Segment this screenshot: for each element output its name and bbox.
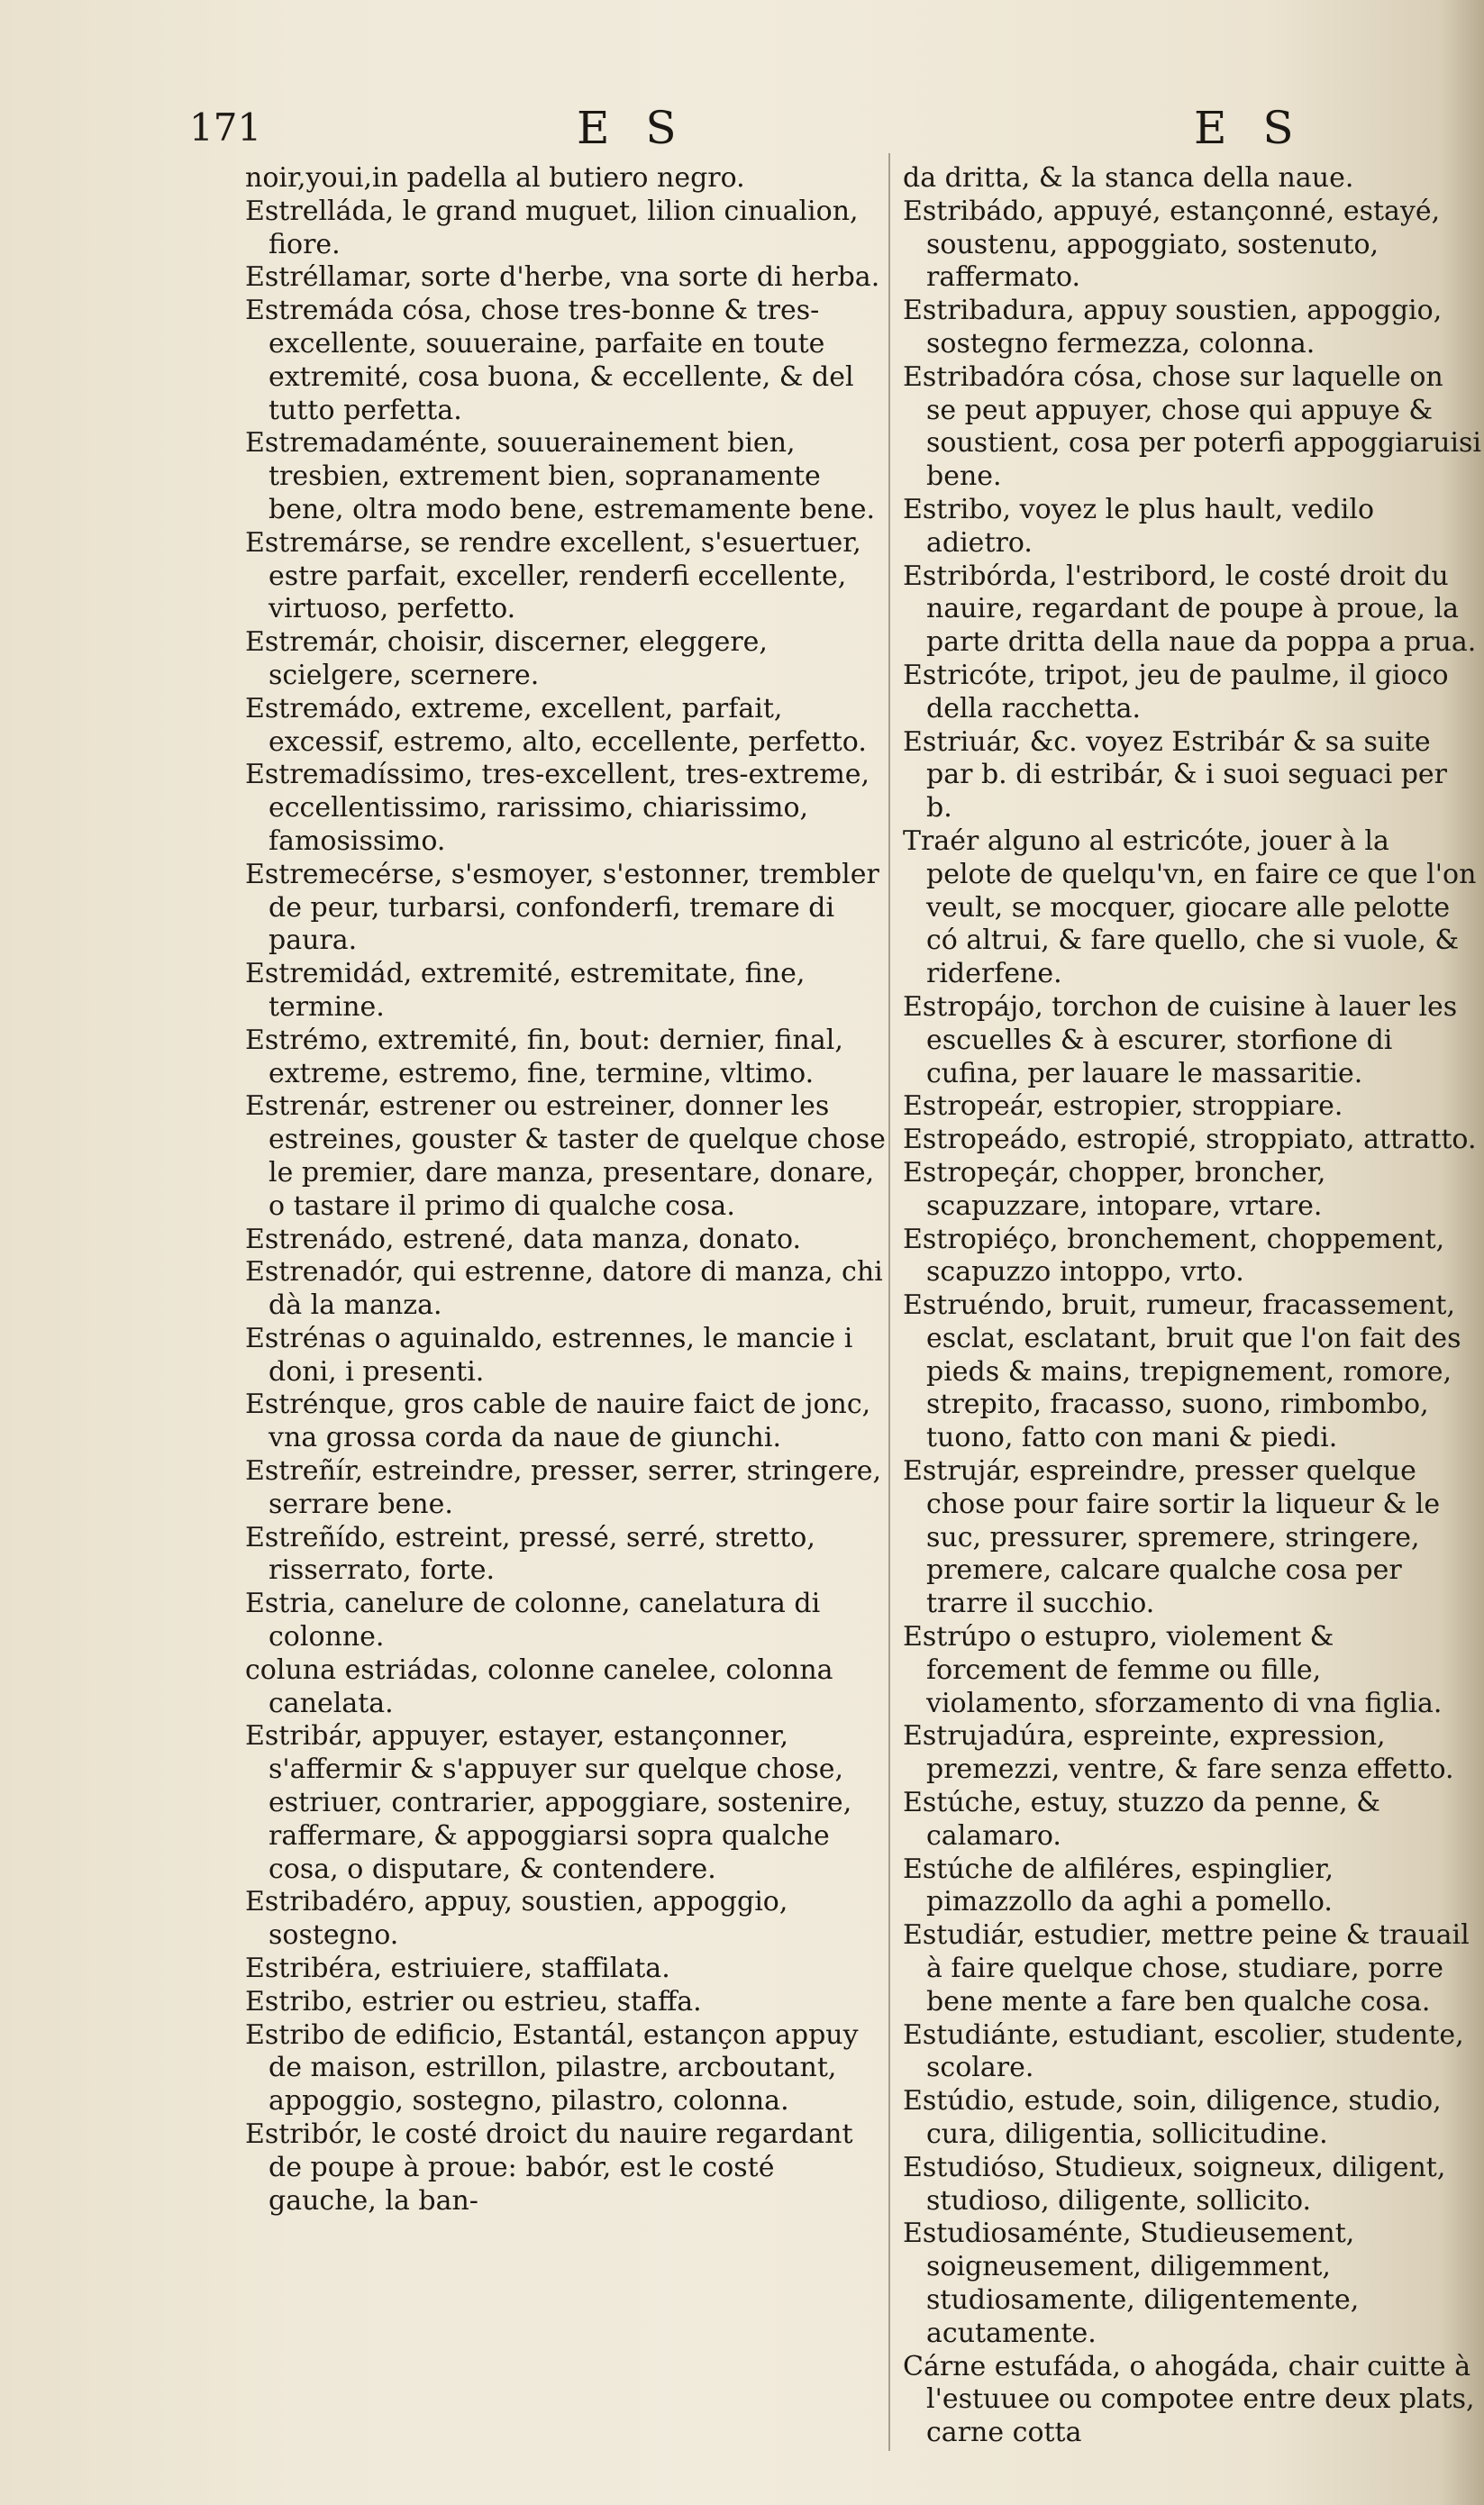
dictionary-entry: Estudióso, Studieux, soigneux, diligent, studioso, diligente, sollicito.	[903, 2151, 1446, 2217]
dictionary-entry: Estúche, estuy, stuzzo da penne, & calamaro.	[903, 1787, 1380, 1852]
dictionary-entry: Estúche de alfiléres, espinglier, pimazzollo da aghi a pomello.	[903, 1853, 1334, 1918]
dictionary-entry: Estribo, voyez le plus hault, vedilo adietro.	[903, 493, 1375, 559]
dictionary-entry: Estudiosaménte, Studieusement, soigneusement, diligemment, studiosamente, diligentemente, acutamente.	[903, 2218, 1360, 2349]
dictionary-entry: Estrénas o aguinaldo, estrennes, le mancie i doni, i presenti.	[245, 1322, 853, 1388]
dictionary-entry: Estropeçár, chopper, broncher, scapuzzare, intopare, vrtare.	[903, 1156, 1326, 1222]
dictionary-entry: Estrenádo, estrené, data manza, donato.	[245, 1223, 802, 1255]
dictionary-entry: Estrémo, extremité, fin, bout: dernier, final, extreme, estremo, fine, termine, vltimo.	[245, 1024, 843, 1089]
dictionary-entry: Estribo, estrier ou estrieu, staffa.	[245, 1985, 702, 2018]
dictionary-entry: Estrenár, estrener ou estreiner, donner les estreines, gouster & taster de quelque chose le premier, dare manza, presentare, donare, o tastare il primo di qualche cosa.	[245, 1090, 886, 1222]
dictionary-entry: Estropeádo, estropié, stroppiato, attratto.	[903, 1124, 1477, 1156]
running-head-left: E S	[577, 102, 687, 154]
page-number: 171	[189, 105, 262, 150]
dictionary-entry: Estribár, appuyer, estayer, estançonner, s'affermir & s'appuyer sur quelque chose, estriuer, contrarier, appoggiare, sostenire, raffermare, & appoggiarsi sopra qualche cosa, o disputare, & contendere.	[245, 1720, 852, 1885]
dictionary-entry: Estremádo, extreme, excellent, parfait, excessif, estremo, alto, eccellente, perfetto.	[245, 692, 867, 758]
dictionary-entry: Estribórda, l'estribord, le costé droit du nauire, regardant de poupe à proue, la parte dritta della naue da poppa a prua.	[903, 560, 1477, 659]
dictionary-entry: Estremecérse, s'esmoyer, s'estonner, trembler de peur, turbarsi, confonderfi, tremare di paura.	[245, 858, 879, 957]
dictionary-entry: Estruéndo, bruit, rumeur, fracassement, esclat, esclatant, bruit que l'on fait des pieds & mains, trepignement, romore, strepito, fracasso, suono, rimbombo, tuono, fatto con mani & piedi.	[903, 1289, 1461, 1454]
running-head-right: E S	[1194, 102, 1305, 154]
dictionary-entry: Estropájo, torchon de cuisine à lauer les escuelles & à escurer, storfione di cufina, per lauare le massaritie.	[903, 990, 1458, 1089]
dictionary-entry: Estréllamar, sorte d'herbe, vna sorte di herba.	[245, 261, 880, 294]
dictionary-entry: Estribo de edificio, Estantál, estançon appuy de maison, estrillon, pilastre, arcboutant, appoggio, sostegno, pilastro, colonna.	[245, 2018, 859, 2118]
dictionary-entry: Estribór, le costé droict du nauire regardant de poupe à proue: babór, est le costé gauche, la ban-	[245, 2118, 853, 2217]
left-column	[241, 162, 890, 2451]
dictionary-entry: Estremár, choisir, discerner, eleggere, scielgere, scernere.	[245, 626, 768, 691]
dictionary-entry: Estudiár, estudier, mettre peine & trauail à faire quelque chose, studiare, porre bene mente a fare ben qualche cosa.	[903, 1919, 1470, 2018]
dictionary-entry: da dritta, & la stanca della naue.	[903, 162, 1354, 194]
dictionary-entry: Estremadíssimo, tres-excellent, tres-extreme, eccellentissimo, rarissimo, chiarissimo, famosissimo.	[245, 759, 870, 857]
dictionary-entry: Estropiéço, bronchement, choppement, scapuzzo intoppo, vrto.	[903, 1223, 1445, 1289]
dictionary-entry: noir,youi,in padella al butiero negro.	[245, 162, 745, 194]
page-header	[0, 95, 1484, 158]
dictionary-entry: Estremárse, se rendre excellent, s'esuertuer, estre parfait, exceller, renderfi eccellente, virtuoso, perfetto.	[245, 526, 861, 625]
dictionary-entry: Estriuár, &c. voyez Estribár & sa suite par b. di estribár, & i suoi seguaci per b.	[903, 725, 1447, 824]
dictionary-entry: Estrúpo o estupro, violement & forcement de femme ou fille, violamento, sforzamento di vna figlia.	[903, 1621, 1443, 1719]
right-column	[899, 162, 1481, 2451]
dictionary-entry: Estropeár, estropier, stroppiare.	[903, 1090, 1343, 1123]
dictionary-entry: Estremidád, extremité, estremitate, fine, termine.	[245, 958, 806, 1023]
dictionary-entry: Estreñído, estreint, pressé, serré, stretto, risserrato, forte.	[245, 1521, 815, 1587]
dictionary-entry: Cárne estufáda, o ahogáda, chair cuitte à l'estuuee ou compotee entre deux plats, carne cotta	[903, 2350, 1475, 2449]
dictionary-entry: Estribadura, appuy soustien, appoggio, sostegno fermezza, colonna.	[903, 295, 1443, 360]
dictionary-entry: Estricóte, tripot, jeu de paulme, il gioco della racchetta.	[903, 659, 1449, 724]
dictionary-entry: Estribéra, estriuiere, staffilata.	[245, 1953, 670, 1985]
dictionary-entry: coluna estriádas, colonne canelee, colonna canelata.	[245, 1653, 833, 1719]
dictionary-entry: Estremáda cósa, chose tres-bonne & tres-excellente, souueraine, parfaite en toute extremité, cosa buona, & eccellente, & del tutto perfetta.	[245, 295, 854, 426]
dictionary-entry: Estrelláda, le grand muguet, lilion cinualion, fiore.	[245, 195, 859, 260]
dictionary-entry: Estrujár, espreindre, presser quelque chose pour faire sortir la liqueur & le suc, pressurer, spremere, stringere, premere, calcare qualche cosa per trarre il succhio.	[903, 1455, 1441, 1620]
dictionary-entry: Estribádo, appuyé, estançonné, estayé, soustenu, appoggiato, sostenuto, raffermato.	[903, 195, 1441, 294]
dictionary-entry: Estremadaménte, souuerainement bien, tresbien, extrement bien, sopranamente bene, oltra modo bene, estremamente bene.	[245, 427, 876, 525]
dictionary-entry: Estribadóra cósa, chose sur laquelle on se peut appuyer, chose qui appuye & soustient, cosa per poterfi appoggiaruisi bene.	[903, 360, 1481, 493]
dictionary-entry: Estria, canelure de colonne, canelatura di colonne.	[245, 1588, 821, 1653]
dictionary-entry: Estudiánte, estudiant, escolier, studente, scolare.	[903, 2018, 1464, 2084]
dictionary-entry: Estrénque, gros cable de nauire faict de jonc, vna grossa corda da naue de giunchi.	[245, 1389, 871, 1454]
dictionary-entry: Traér alguno al estricóte, jouer à la pelote de quelqu'vn, en faire ce que l'on veult, se mocquer, giocare alle pelotte có altrui, & fare quello, che si vuole, & riderfene.	[903, 824, 1477, 990]
dictionary-entry: Estrenadór, qui estrenne, datore di manza, chi dà la manza.	[245, 1256, 883, 1322]
dictionary-entry: Estribadéro, appuy, soustien, appoggio, sostegno.	[245, 1886, 788, 1952]
dictionary-entry: Estúdio, estude, soin, diligence, studio, cura, diligentia, sollicitudine.	[903, 2085, 1442, 2151]
dictionary-entry: Estreñír, estreindre, presser, serrer, stringere, serrare bene.	[245, 1455, 882, 1520]
dictionary-entry: Estrujadúra, espreinte, expression, premezzi, ventre, & fare senza effetto.	[903, 1720, 1454, 1786]
